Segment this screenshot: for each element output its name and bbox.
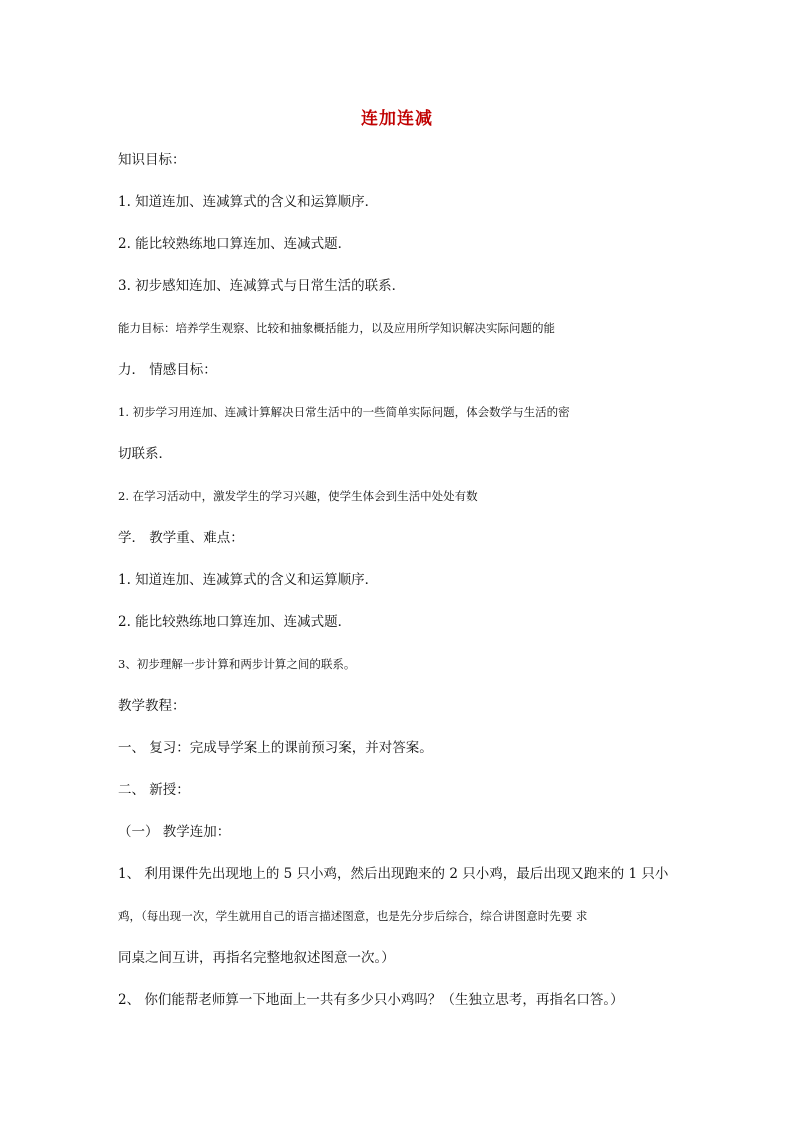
paragraph-step-new-lesson: 二、 新授：	[118, 782, 190, 798]
paragraph-key-point-2: 2. 能比较熟练地口算连加、连减式题．	[118, 614, 352, 630]
paragraph-activity-1-cont-2: 同桌之间互讲，再指名完整地叙述图意一次。）	[118, 950, 395, 966]
paragraph-activity-2: 2、 你们能帮老师算一下地面上一共有多少只小鸡吗？（生独立思考，再指名口答。）	[118, 992, 624, 1008]
paragraph-teaching-process-heading: 教学教程：	[118, 698, 186, 714]
paragraph-knowledge-goal-2: 2. 能比较熟练地口算连加、连减式题．	[118, 236, 352, 252]
paragraph-key-point-3: 3、初步理解一步计算和两步计算之间的联系。	[118, 657, 356, 671]
paragraph-key-point-1: 1. 知道连加、连减算式的含义和运算顺序．	[118, 572, 379, 588]
paragraph-knowledge-goals-heading: 知识目标：	[118, 152, 186, 168]
paragraph-knowledge-goal-1: 1. 知道连加、连减算式的含义和运算顺序．	[118, 194, 379, 210]
paragraph-activity-1-cont: 鸡，（每出现一次，学生就用自己的语言描述图意，也是先分步后综合，综合讲图意时先要 求	[118, 909, 588, 923]
paragraph-key-points-heading: 学． 教学重、难点：	[118, 530, 244, 546]
paragraph-step-review: 一、 复习：完成导学案上的课前预习案，并对答案。	[118, 740, 433, 756]
paragraph-emotion-goal-1: 1. 初步学习用连加、连减计算解决日常生活中的一些简单实际问题，体会数学与生活的密	[118, 405, 570, 419]
paragraph-emotion-goal-1-cont: 切联系．	[118, 446, 172, 462]
paragraph-activity-1: 1、 利用课件先出现地上的 5 只小鸡，然后出现跑来的 2 只小鸡，最后出现又跑来的 1 只小	[118, 866, 669, 882]
paragraph-knowledge-goal-3: 3. 初步感知连加、连减算式与日常生活的联系．	[118, 278, 406, 294]
paragraph-emotion-goal-2: 2. 在学习活动中，激发学生的学习兴趣，使学生体会到生活中处处有数	[118, 489, 478, 503]
paragraph-teach-addition-heading: （一） 教学连加：	[118, 824, 231, 840]
paragraph-emotion-goals-heading: 力． 情感目标：	[118, 362, 217, 378]
paragraph-ability-goals: 能力目标：培养学生观察、比较和抽象概括能力，以及应用所学知识解决实际问题的能	[118, 321, 555, 335]
document-title: 连加连减	[361, 109, 433, 129]
